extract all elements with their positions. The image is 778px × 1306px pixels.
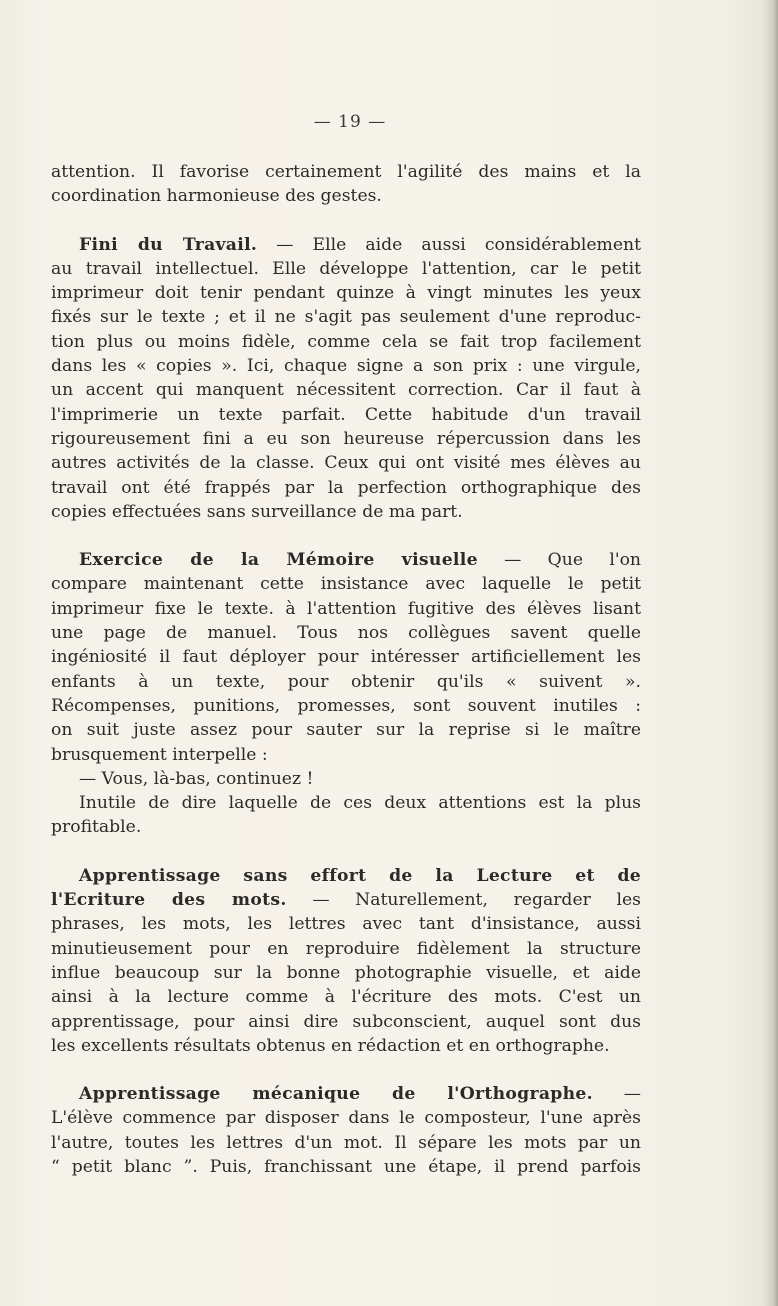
body-text	[51, 160, 641, 1179]
text-line: on suit juste assez pour sauter sur la reprise si le maître	[51, 720, 641, 741]
text-line: enfants à un texte, pour obtenir qu'ils « suivent ».	[51, 671, 641, 692]
text-line: compare maintenant cette insistance avec laquelle le petit	[51, 574, 641, 595]
text-line: Inutile de dire laquelle de ces deux attentions est la plus	[79, 793, 641, 814]
section-heading-line	[51, 548, 641, 572]
text-line: autres activités de la classe. Ceux qui ont visité mes élèves au	[51, 453, 641, 474]
text-line: brusquement interpelle :	[51, 744, 268, 765]
text-line: travail ont été frappés par la perfection orthographique des	[51, 477, 641, 498]
text-line: profitable.	[51, 817, 142, 838]
text-line: Récompenses, punitions, promesses, sont souvent inutiles :	[51, 695, 641, 716]
text-line: tion plus ou moins fidèle, comme cela se fait trop facilement	[51, 331, 641, 352]
text-line: phrases, les mots, les lettres avec tant d'insistance, aussi	[51, 914, 641, 935]
section-heading-continued: l'Ecriture des mots.	[51, 890, 287, 911]
section-heading-line	[51, 864, 641, 888]
text-line: influe beaucoup sur la bonne photographie visuelle, et aide	[51, 962, 641, 983]
dialogue-line: — Vous, là-bas, continuez !	[79, 768, 314, 789]
text-line: copies effectuées sans surveillance de ma part.	[51, 501, 463, 522]
text-line: L'élève commence par disposer dans le composteur, l'une après	[51, 1108, 641, 1129]
text-fragment: — Que l'on	[477, 550, 641, 571]
section-heading: Apprentissage sans effort de la Lecture et de	[79, 865, 641, 886]
section-heading: Exercice de la Mémoire visuelle	[79, 550, 478, 571]
text-line: dans les « copies ». Ici, chaque signe a son prix : une virgule,	[51, 356, 641, 377]
text-line: les excellents résultats obtenus en rédaction et en orthographe.	[51, 1035, 610, 1056]
text-fragment: — Elle aide aussi considérablement	[257, 234, 642, 255]
text-line: imprimeur doit tenir pendant quinze à vingt minutes les yeux	[51, 283, 641, 304]
section-heading-line	[51, 888, 641, 912]
page-number: — 19 —	[313, 112, 387, 132]
text-line: fixés sur le texte ; et il ne s'agit pas seulement d'une reproduc-	[51, 307, 641, 328]
text-line: imprimeur fixe le texte. à l'attention fugitive des élèves lisant	[51, 598, 641, 619]
text-line: l'autre, toutes les lettres d'un mot. Il sépare les mots par un	[51, 1132, 641, 1153]
text-line: apprentissage, pour ainsi dire subconscient, auquel sont dus	[51, 1011, 641, 1032]
text-line: ainsi à la lecture comme à l'écriture des mots. C'est un	[51, 987, 641, 1008]
text-line: rigoureusement fini a eu son heureuse répercussion dans les	[51, 428, 641, 449]
section-heading-line	[51, 1082, 641, 1106]
section-heading: Apprentissage mécanique de l'Orthographe.	[79, 1084, 593, 1105]
text-line: minutieusement pour en reproduire fidèlement la structure	[51, 938, 641, 959]
text-line: coordination harmonieuse des gestes.	[51, 186, 382, 207]
text-fragment: —	[592, 1084, 641, 1105]
text-line: “ petit blanc ”. Puis, franchissant une étape, il prend parfois	[51, 1156, 641, 1177]
text-line: ingéniosité il faut déployer pour intéresser artificiellement les	[51, 647, 641, 668]
section-heading: Fini du Travail.	[79, 234, 258, 255]
text-line: l'imprimerie un texte parfait. Cette habitude d'un travail	[51, 404, 641, 425]
text-fragment: — Naturellement, regarder les	[286, 890, 641, 911]
text-line: au travail intellectuel. Elle développe l'attention, car le petit	[51, 258, 641, 279]
page-edge-shadow	[762, 0, 778, 1306]
text-line: un accent qui manquent nécessitent correction. Car il faut à	[51, 380, 641, 401]
text-line: attention. Il favorise certainement l'agilité des mains et la	[51, 162, 641, 182]
text-line: une page de manuel. Tous nos collègues savent quelle	[51, 623, 641, 644]
section-heading-line	[51, 233, 641, 257]
